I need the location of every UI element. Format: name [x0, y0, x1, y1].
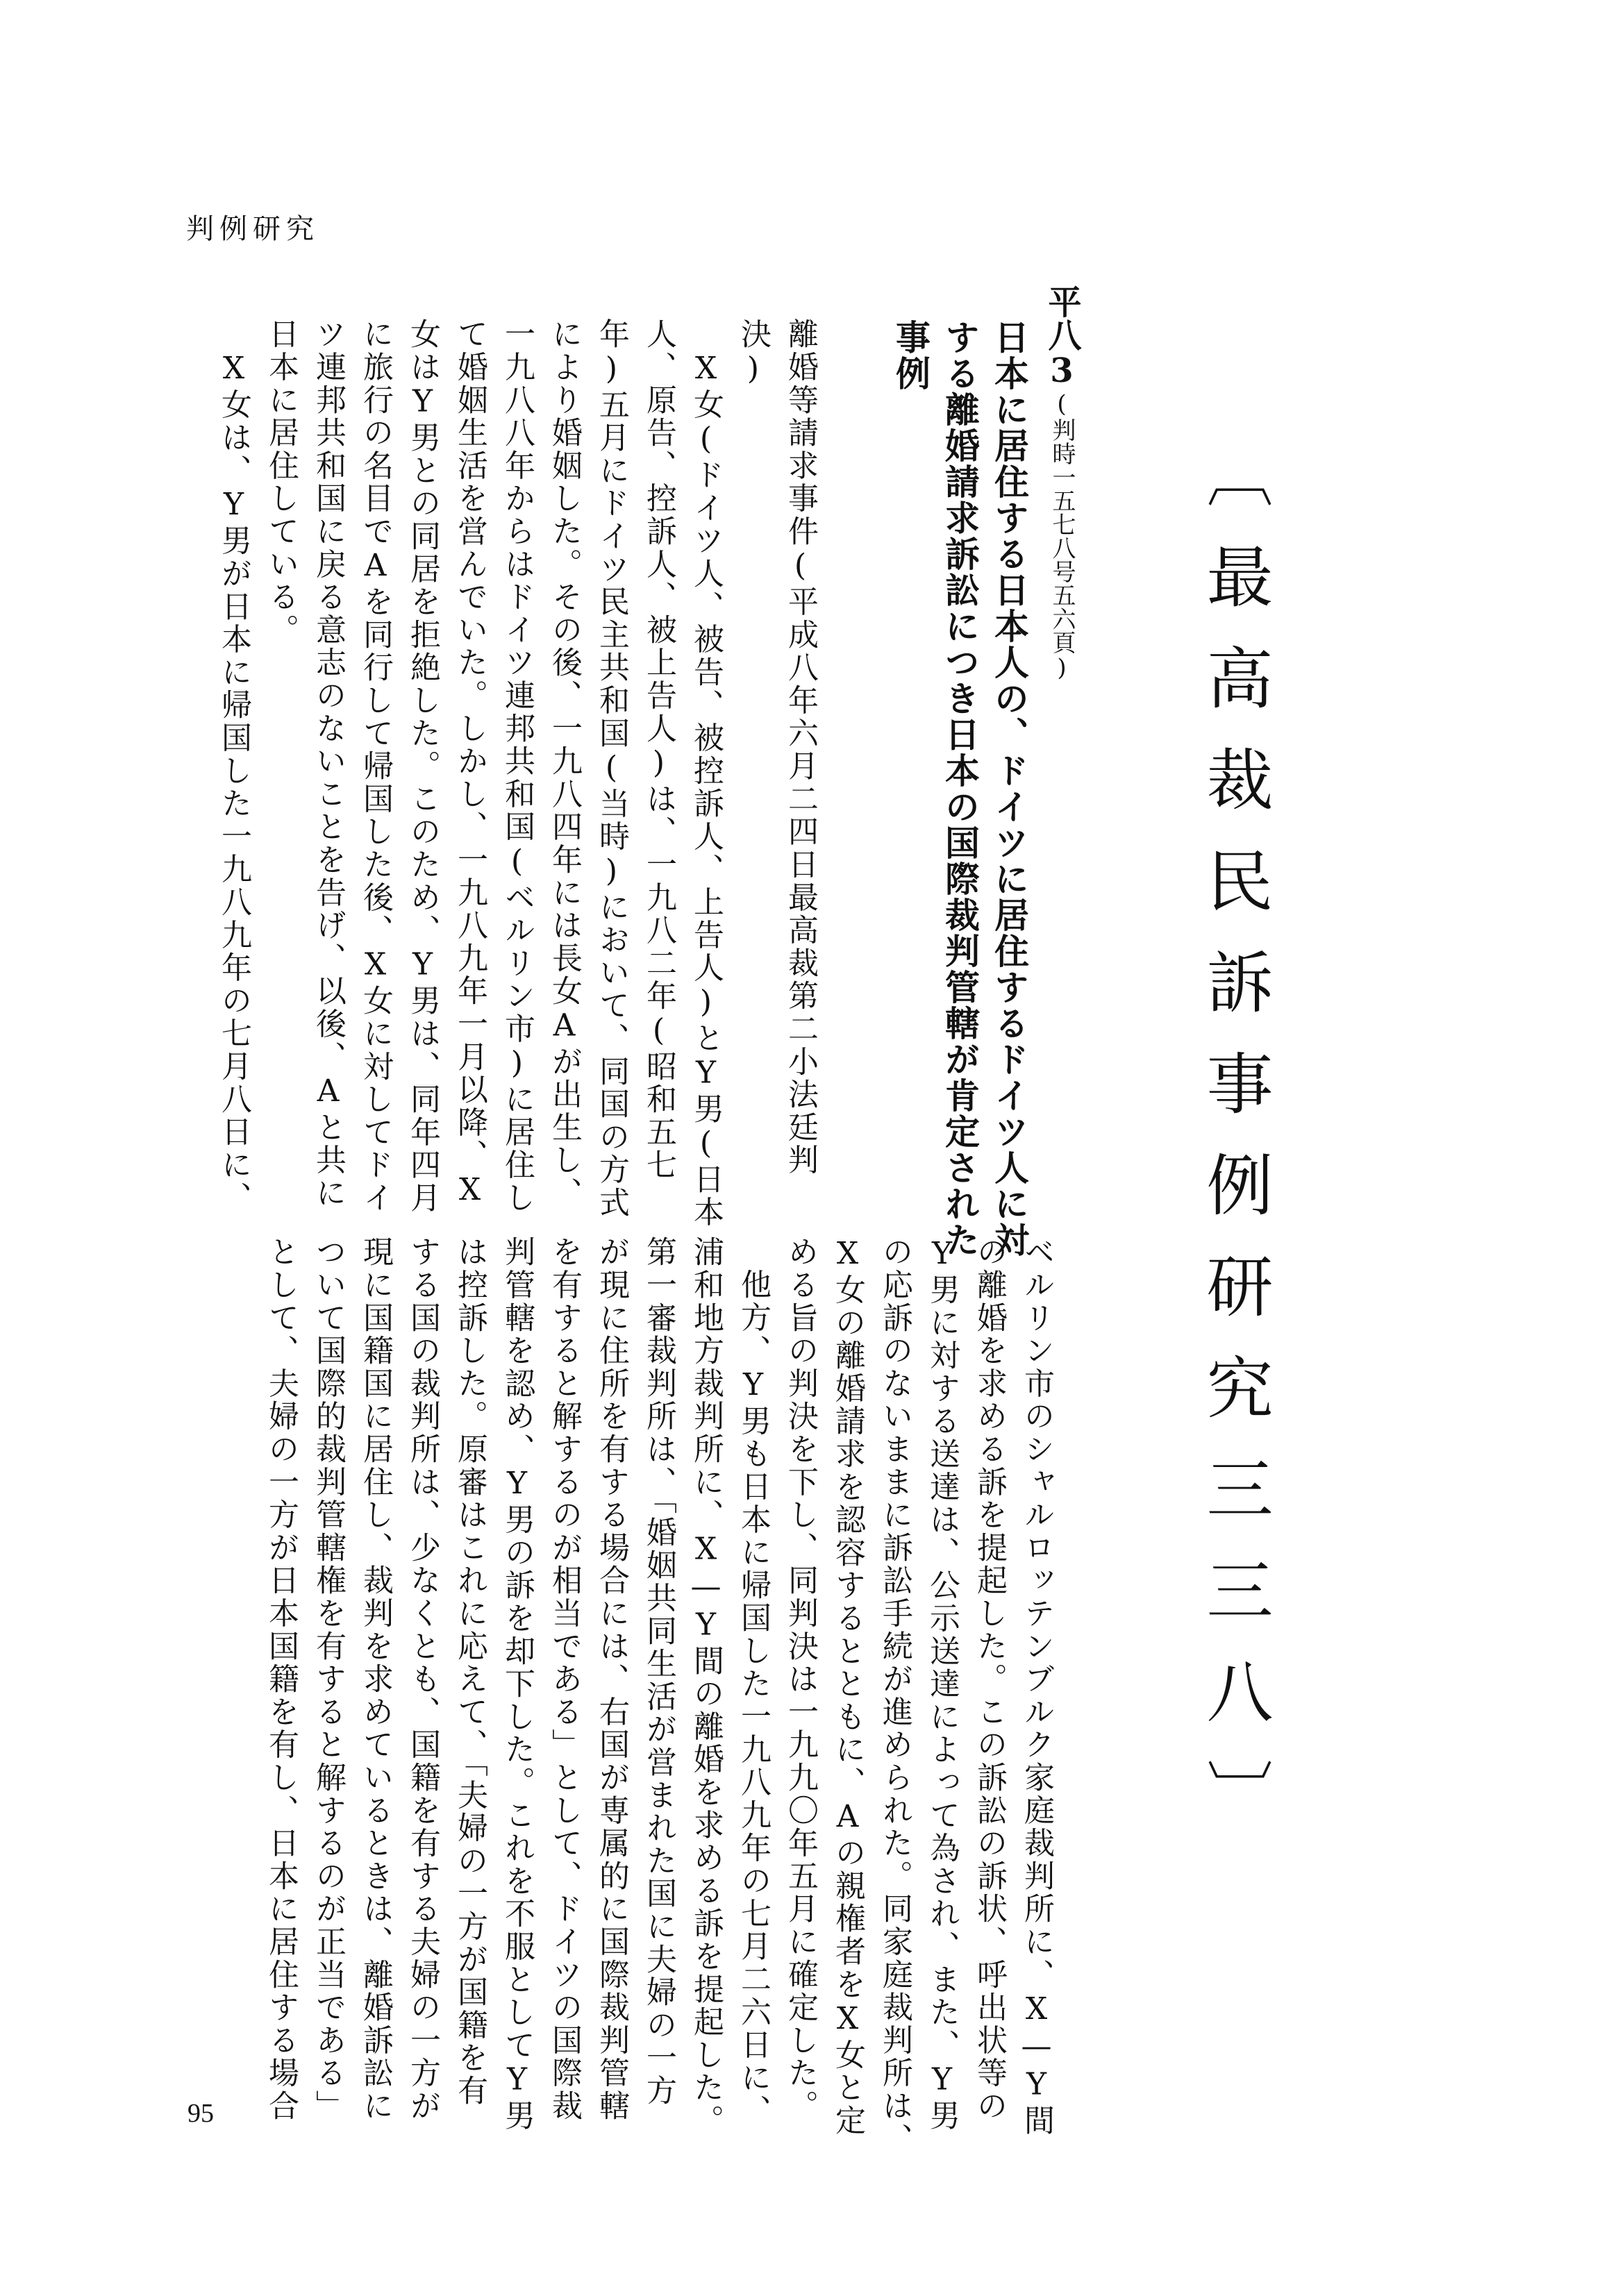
body-line: 女はY男との同居を拒絶した。このため、Y男は、同年四月: [405, 318, 440, 1215]
body-line: 一九八八年からはドイツ連邦共和国(ベルリン市)に居住し: [499, 318, 535, 1215]
body-line: X女は、Y男が日本に帰国した一九八九年の七月八日に、: [216, 351, 251, 1214]
case-number-text: 平八3: [1042, 285, 1081, 390]
body-line: 判管轄を認め、Y男の訴を却下した。これを不服としてY男: [499, 1236, 535, 2133]
body-line: X女の離婚請求を認容するとともに、Aの親権者をX女と定: [830, 1236, 865, 2138]
body-line: 浦和地方裁判所に、X—Y間の離婚を求める訴を提起した。: [688, 1236, 724, 2138]
body-line: 年)五月にドイツ民主共和国(当時)において、同国の方式: [594, 318, 629, 1220]
series-title: 〔最高裁民訴事例研究三三八〕: [1196, 441, 1274, 1860]
body-line: 日本に居住している。: [263, 318, 299, 646]
body-line: ツ連邦共和国に戻る意志のないことを告げ、以後、Aと共に: [310, 318, 346, 1210]
body-line: の応訴のないままに訴訟手続が進められた。同家庭裁判所は、: [877, 1236, 912, 2156]
body-line: は控訴した。原審はこれに応えて、「夫婦の一方が国籍を有: [452, 1236, 487, 2108]
body-line: により婚姻した。その後、一九八四年には長女Aが出生し、: [547, 318, 582, 1210]
body-line: の離婚を求める訴を提起した。この訴訟の訴状、呼出状等の: [971, 1236, 1007, 2123]
body-line: 人、原告、控訴人、被上告人)は、一九八二年(昭和五七: [641, 318, 676, 1182]
body-line: 他方、Y男も日本に帰国した一九八九年の七月二六日に、: [735, 1268, 771, 2127]
case-title-line: 日本に居住する日本人の、ドイツに居住するドイツ人に対: [989, 319, 1030, 1258]
body-line: める旨の判決を下し、同判決は一九九〇年五月に確定した。: [783, 1236, 818, 2123]
body-line: 決): [735, 318, 771, 389]
case-title-line: 事例: [890, 319, 931, 392]
body-line: 第一審裁判所は、「婚姻共同生活が営まれた国に夫婦の一方: [641, 1236, 676, 2108]
case-title-line: する離婚請求訴訟につき日本の国際裁判管轄が肯定された: [940, 319, 981, 1258]
page-number: 95: [187, 2099, 214, 2128]
running-header: 判例研究: [186, 213, 319, 245]
case-number: [1038, 285, 1086, 682]
body-line: て婚姻生活を営んでいた。しかし、一九八九年一月以降、X: [452, 318, 487, 1210]
case-citation: (判時一五七八号五六頁): [1048, 390, 1076, 682]
body-line: ついて国際的裁判管轄権を有すると解するのが正当である」: [310, 1236, 346, 2123]
body-line: が現に住所を有する場合には、右国が専属的に国際裁判管轄: [594, 1236, 629, 2123]
body-line: に旅行の名目でAを同行して帰国した後、X女に対してドイ: [358, 318, 393, 1215]
body-line: X女(ドイツ人、被告、被控訴人、上告人)とY男(日本: [688, 351, 724, 1229]
body-line: 離婚等請求事件(平成八年六月二四日最高裁第二小法廷判: [783, 318, 818, 1177]
body-line: Y男に対する送達は、公示送達によって為され、また、Y男: [924, 1236, 960, 2133]
body-line: として、夫婦の一方が日本国籍を有し、日本に居住する場合: [263, 1236, 299, 2123]
body-line: 現に国籍国に居住し、裁判を求めているときは、離婚訴訟に: [358, 1236, 393, 2123]
body-line: ベルリン市のシャルロッテンブルク家庭裁判所に、X—Y間: [1019, 1236, 1054, 2138]
body-line: を有すると解するのが相当である」として、ドイツの国際裁: [547, 1236, 582, 2123]
body-line: する国の裁判所は、少なくとも、国籍を有する夫婦の一方が: [405, 1236, 440, 2123]
